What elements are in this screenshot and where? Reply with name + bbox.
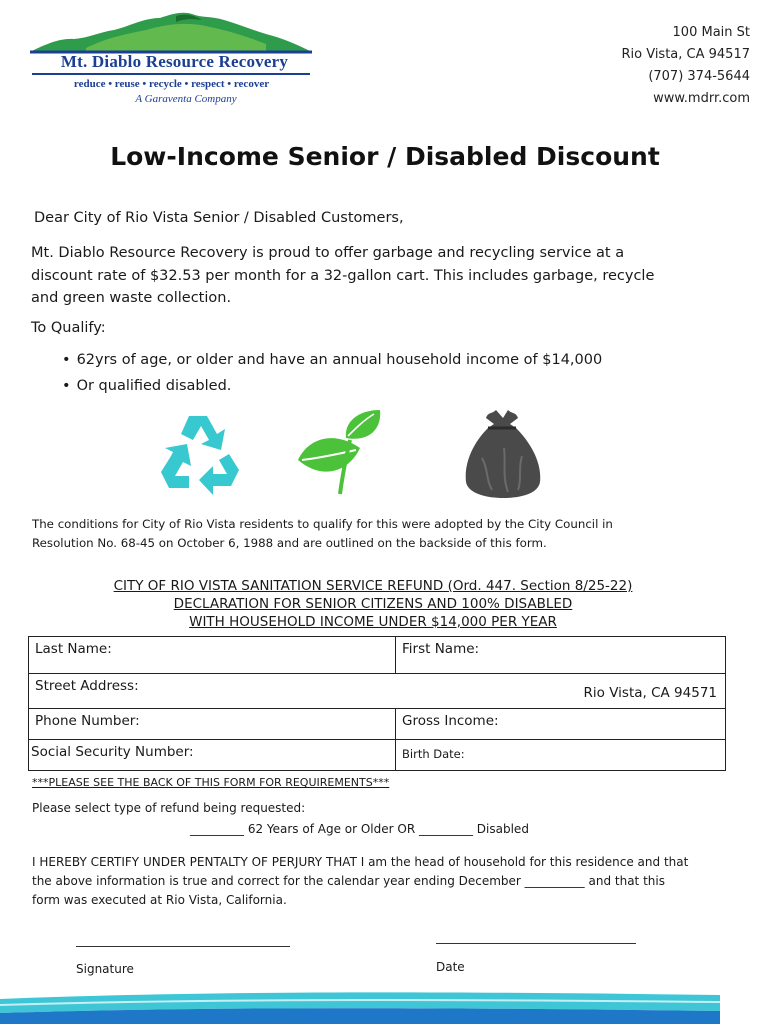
- refund-type-label: Please select type of refund being requested:: [32, 801, 306, 815]
- first-name-label: First Name:: [402, 641, 480, 657]
- conditions-line: The conditions for City of Rio Vista residents to qualify for this were adopted by the City Council in: [32, 517, 613, 531]
- company-address: [621, 22, 750, 110]
- certification-line: form was executed at Rio Vista, California.: [32, 893, 287, 907]
- qualify-item: • 62yrs of age, or older and have an annual household income of $14,000: [64, 347, 602, 373]
- street-address-field[interactable]: [29, 674, 725, 708]
- phone-field[interactable]: [29, 709, 396, 739]
- greeting: Dear City of Rio Vista Senior / Disabled Customers,: [34, 210, 404, 226]
- logo-company: A Garaventa Company: [135, 93, 237, 105]
- mountain-icon: [26, 8, 316, 56]
- form-row-address: [29, 674, 725, 709]
- certification-line: the above information is true and correct for the calendar year ending December __________ and that this: [32, 874, 665, 888]
- refund-heading-line: WITH HOUSEHOLD INCOME UNDER $14,000 PER YEAR: [189, 614, 557, 630]
- gross-income-field[interactable]: [396, 709, 725, 739]
- intro-line: Mt. Diablo Resource Recovery is proud to offer garbage and recycling service at a: [31, 245, 625, 261]
- leaf-icon: [294, 408, 384, 496]
- conditions-line: Resolution No. 68-45 on October 6, 1988 and are outlined on the backside of this form.: [32, 536, 547, 550]
- intro-line: discount rate of $32.53 per month for a 32-gallon cart. This includes garbage, recycle: [31, 267, 655, 284]
- address-city: Rio Vista, CA 94517: [621, 47, 750, 62]
- street-address-label: Street Address:: [35, 678, 139, 694]
- certification-text: [32, 853, 737, 910]
- logo-name: Mt. Diablo Resource Recovery: [60, 52, 289, 71]
- address-street: 100 Main St: [672, 25, 750, 40]
- recycle-icon: [155, 408, 245, 496]
- gross-income-label: Gross Income:: [402, 713, 499, 729]
- logo-tagline: reduce • reuse • recycle • respect • recover: [73, 78, 270, 90]
- address-phone: (707) 374-5644: [648, 69, 750, 84]
- signature-line[interactable]: [76, 946, 290, 947]
- birth-date-label: Birth Date:: [402, 747, 465, 761]
- certification-line: I HEREBY CERTIFY UNDER PENTALTY OF PERJURY THAT I am the head of household for this residence and that: [32, 855, 689, 869]
- address-website: www.mdrr.com: [653, 91, 750, 106]
- refund-type-options[interactable]: _________ 62 Years of Age or Older OR _________ Disabled: [190, 822, 529, 836]
- qualify-list: [64, 347, 602, 399]
- logo-divider: [32, 73, 310, 75]
- date-line[interactable]: [436, 943, 636, 944]
- date-label: Date: [436, 960, 465, 974]
- ssn-label: Social Security Number:: [31, 744, 194, 760]
- first-name-field[interactable]: [396, 637, 725, 673]
- refund-heading: [0, 577, 746, 631]
- qualify-label: To Qualify:: [31, 320, 106, 336]
- form-row-ssn: [29, 740, 725, 770]
- city-state-label: Rio Vista, CA 94571: [583, 685, 717, 701]
- garbage-bag-icon: [458, 408, 548, 498]
- birth-date-field[interactable]: [396, 740, 725, 770]
- conditions-text: [32, 515, 732, 553]
- last-name-field[interactable]: [29, 637, 396, 673]
- company-logo: [26, 8, 316, 108]
- page-title: Low-Income Senior / Disabled Discount: [110, 142, 660, 171]
- last-name-label: Last Name:: [35, 641, 112, 657]
- phone-label: Phone Number:: [35, 713, 140, 729]
- applicant-form: [28, 636, 726, 771]
- requirements-note: ***PLEASE SEE THE BACK OF THIS FORM FOR REQUIREMENTS***: [32, 776, 390, 789]
- footer-wave: [0, 985, 770, 1024]
- intro-paragraph: [31, 242, 731, 310]
- signature-label: Signature: [76, 962, 134, 976]
- qualify-item: • Or qualified disabled.: [64, 373, 602, 399]
- ssn-field[interactable]: [29, 740, 396, 770]
- refund-heading-line: CITY OF RIO VISTA SANITATION SERVICE REFUND (Ord. 447. Section 8/25-22): [113, 578, 633, 594]
- form-row-name: [29, 637, 725, 674]
- refund-heading-line: DECLARATION FOR SENIOR CITIZENS AND 100% DISABLED: [173, 596, 573, 612]
- intro-line: and green waste collection.: [31, 290, 232, 306]
- form-row-phone: [29, 709, 725, 740]
